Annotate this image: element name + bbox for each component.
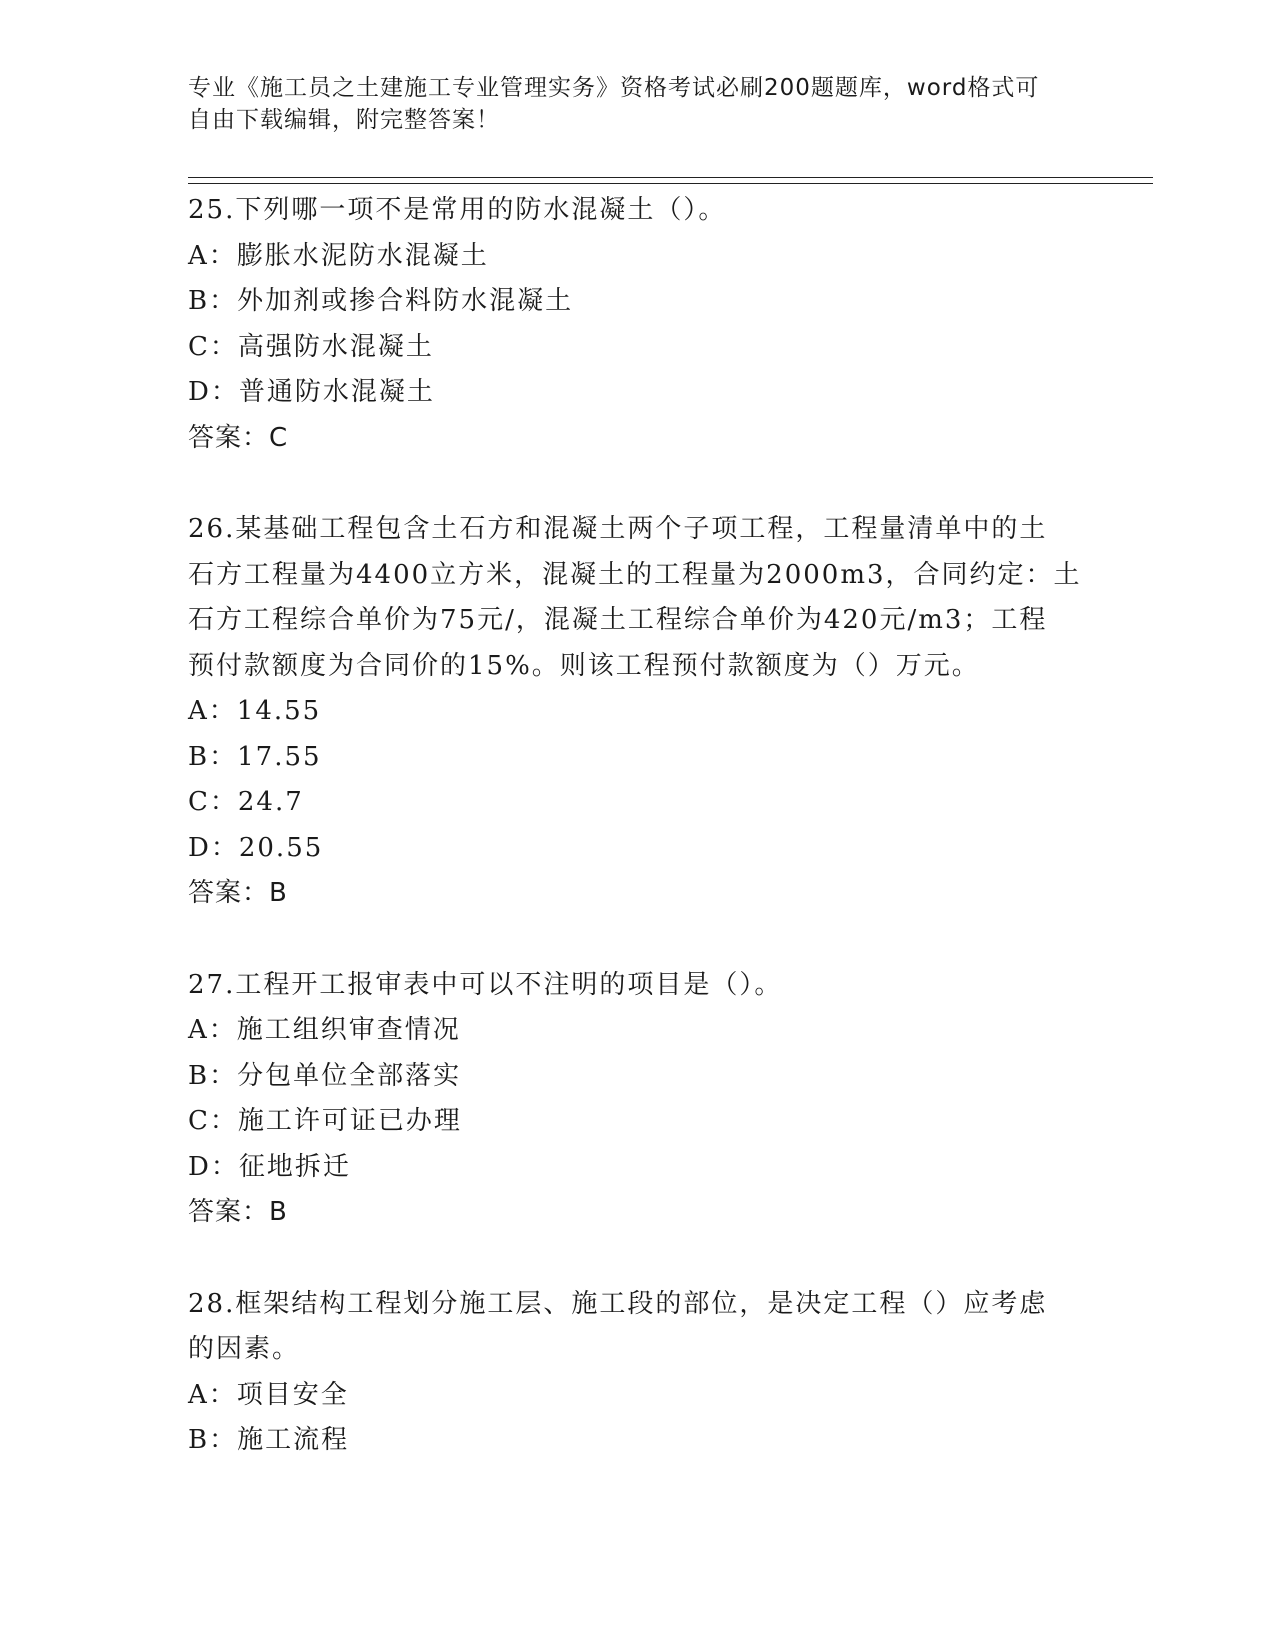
- header-line-1: 专业《施工员之土建施工专业管理实务》资格考试必刷200题题库，word格式可: [188, 75, 1040, 101]
- question-stem-line-1: 26.某基础工程包含土石方和混凝土两个子项工程，工程量清单中的土: [188, 514, 1048, 544]
- answer: 答案：B: [188, 1197, 288, 1227]
- question-stem-line-2: 石方工程量为4400立方米，混凝土的工程量为2000m3，合同约定：土: [188, 559, 1082, 590]
- option-b: B：外加剂或掺合料防水混凝土: [188, 286, 574, 316]
- option-c: C：高强防水混凝土: [188, 331, 434, 362]
- header-divider-bottom: [188, 183, 1153, 184]
- question-list: [188, 188, 1088, 1464]
- option-b: B：分包单位全部落实: [188, 1060, 462, 1091]
- option-a: A：项目安全: [188, 1379, 349, 1410]
- question-stem-line-1: 28.框架结构工程划分施工层、施工段的部位，是决定工程（）应考虑: [188, 1288, 1048, 1319]
- option-d: D：20.55: [188, 832, 324, 863]
- option-b: B：施工流程: [188, 1425, 350, 1455]
- option-d: D：普通防水混凝土: [188, 377, 435, 407]
- question-27: [188, 963, 1088, 1236]
- option-a: A：膨胀水泥防水混凝土: [188, 240, 489, 271]
- option-c: C：24.7: [188, 787, 304, 817]
- question-stem-line-2: 的因素。: [188, 1334, 301, 1364]
- question-stem-line-3: 石方工程综合单价为75元/，混凝土工程综合单价为420元/m3；工程: [188, 605, 1048, 635]
- answer: 答案：B: [188, 878, 288, 908]
- option-c: C：施工许可证已办理: [188, 1106, 462, 1136]
- header-line-2: 自由下载编辑，附完整答案！: [188, 107, 500, 133]
- question-26: [188, 507, 1088, 917]
- option-a: A：14.55: [188, 696, 322, 726]
- header-divider-top: [188, 177, 1153, 178]
- answer: 答案：C: [188, 422, 289, 453]
- question-25: [188, 188, 1088, 461]
- question-stem: 25.下列哪一项不是常用的防水混凝土（）。: [188, 195, 727, 225]
- option-a: A：施工组织审查情况: [188, 1015, 461, 1045]
- question-stem: 27.工程开工报审表中可以不注明的项目是（）。: [188, 969, 783, 1000]
- question-28: [188, 1282, 1088, 1464]
- option-d: D：征地拆迁: [188, 1151, 351, 1182]
- document-header: [188, 72, 1088, 136]
- question-stem-line-4: 预付款额度为合同价的15%。则该工程预付款额度为（）万元。: [188, 650, 980, 681]
- option-b: B：17.55: [188, 741, 322, 772]
